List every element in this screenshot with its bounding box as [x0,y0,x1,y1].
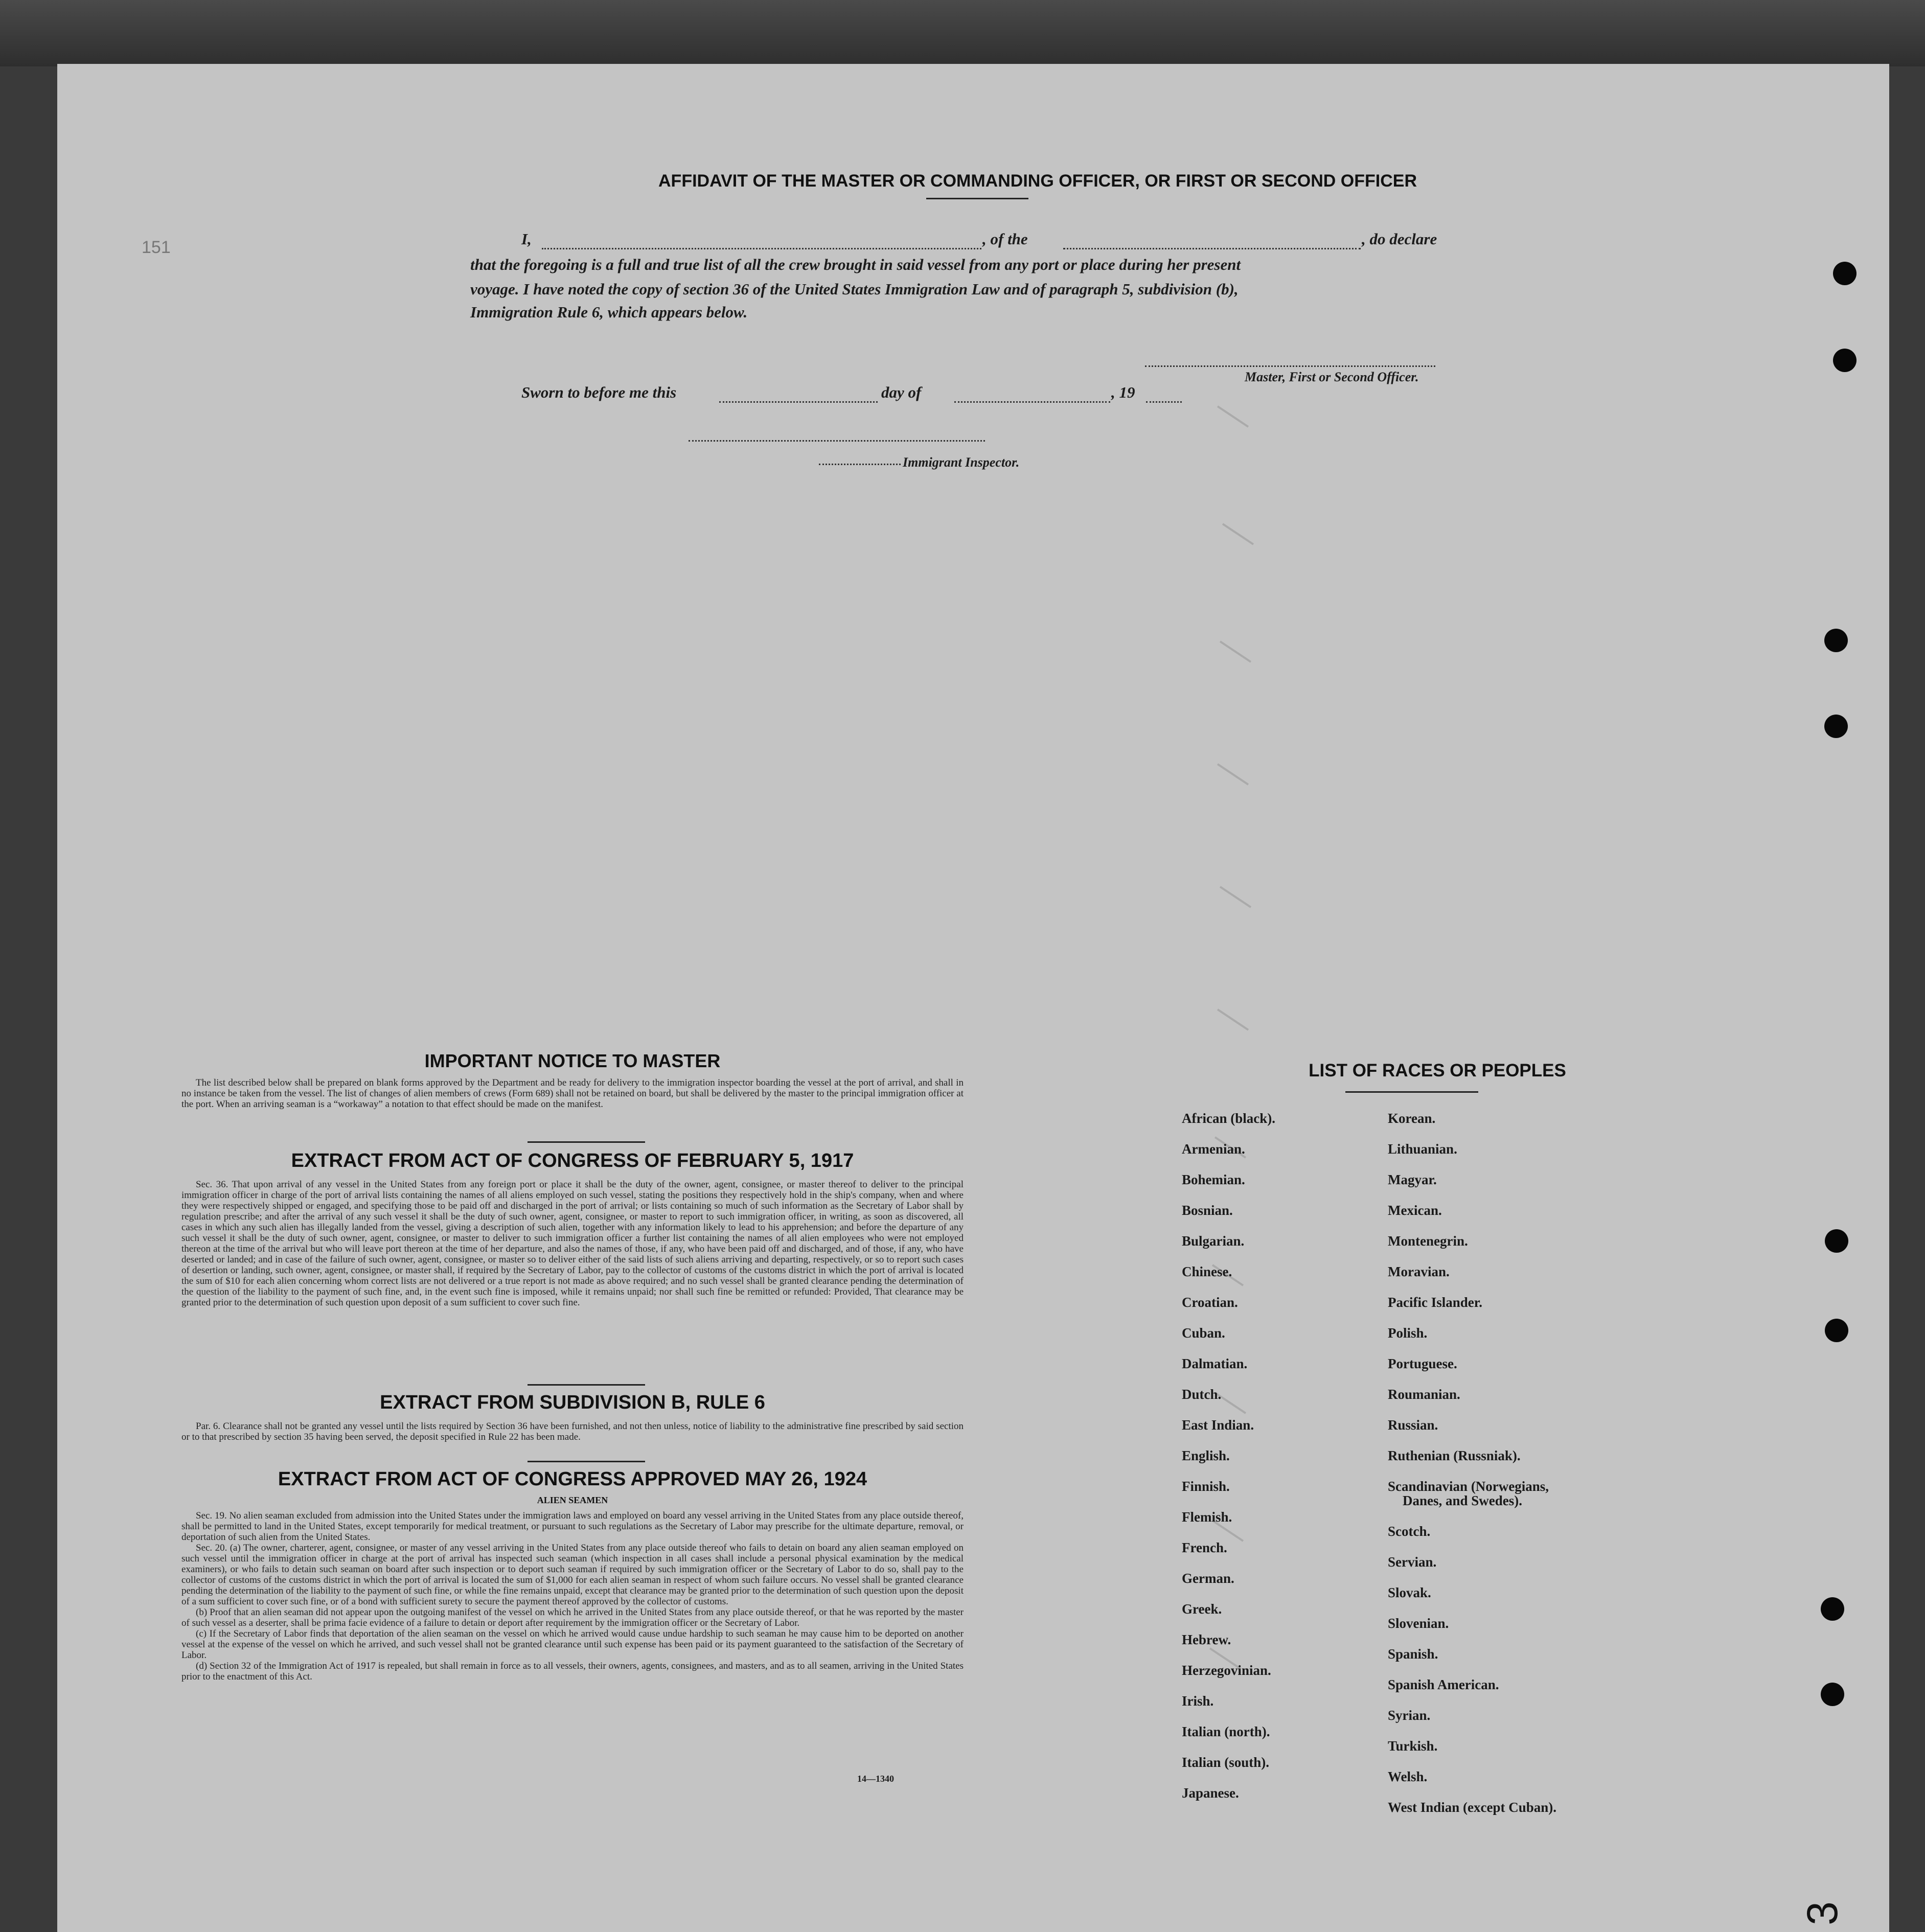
affidavit-line3: voyage. I have noted the copy of section 36 of the United States Immigration Law and of paragraph 5, subdivision (b), [470,280,1239,298]
race-item: English. [1182,1448,1230,1463]
year-label: , 19 [1111,383,1135,401]
race-item: Cuban. [1182,1325,1225,1341]
punch-hole [1824,715,1848,738]
margin-number: 151 [142,238,171,257]
notice-title: IMPORTANT NOTICE TO MASTER [424,1050,721,1071]
notice-text [181,1077,964,1110]
affidavit-of-the: , of the [982,230,1028,248]
sec20c-paragraph: (c) If the Secretary of Labor finds that deportation of the alien seaman on the vessel on which he arrived would cause undue hardship to such seaman he may cause him to be deported on another vessel at the expense of the vessel on which he arrived, and such vessel shall not be granted clearance until such expense has been paid or its payment guaranteed to the satisfaction of the Secretary of Labor. [181,1628,964,1661]
race-item: Finnish. [1182,1479,1230,1494]
rule6-text [181,1421,964,1442]
race-item: Spanish American. [1388,1677,1499,1692]
race-item: Dutch. [1182,1387,1222,1402]
race-item: Spanish. [1388,1646,1438,1662]
race-item: Scotch. [1388,1524,1431,1539]
races-title: LIST OF RACES OR PEOPLES [1309,1061,1566,1080]
punch-hole [1821,1683,1844,1706]
race-item: Hebrew. [1182,1632,1231,1647]
race-item: Chinese. [1182,1264,1232,1279]
inspector-signature-field[interactable] [689,440,985,442]
race-item: Mexican. [1388,1203,1442,1218]
punch-hole [1824,629,1848,652]
race-item: Servian. [1388,1554,1437,1570]
sec20b-paragraph: (b) Proof that an alien seaman did not appear upon the outgoing manifest of the vessel on which he arrived in the United States from any place outside thereof, or that he was reported by the master of such vessel as a deserter, shall be prima facie evidence of a failure to detain or deport after requirement by the immigration officer or the Secretary of Labor. [181,1607,964,1628]
race-item: Montenegrin. [1388,1233,1468,1249]
affidavit-title: AFFIDAVIT OF THE MASTER OR COMMANDING OFFICER, OR FIRST OR SECOND OFFICER [658,171,1417,191]
race-item: Russian. [1388,1417,1438,1433]
race-item: Turkish. [1388,1738,1438,1754]
race-item: Magyar. [1388,1172,1437,1187]
sworn-month-field[interactable] [954,401,1110,403]
rule6-paragraph: Par. 6. Clearance shall not be granted any vessel until the lists required by Section 36 have been furnished, and not then unless, notice of liability to the administrative fine prescribed by said section or to that prescribed by section 35 having been served, the deposit specified in Rule 22 has been made. [181,1421,964,1442]
race-item: Korean. [1388,1111,1436,1126]
affidavit-line2: that the foregoing is a full and true list of all the crew brought in said vessel from any port or place during her present [470,256,1241,273]
separator [528,1384,645,1386]
race-item: Flemish. [1182,1509,1232,1525]
sworn-day-field[interactable] [719,401,878,403]
inspector-prefix-dots [819,464,901,465]
race-item: Moravian. [1388,1264,1450,1279]
race-item: Japanese. [1182,1785,1239,1801]
affidavit-declare: , do declare [1362,230,1437,248]
extract-1917-text [181,1179,964,1308]
vessel-field[interactable] [1063,248,1361,249]
race-item: Croatian. [1182,1295,1238,1310]
race-item: Slovenian. [1388,1616,1449,1631]
race-item: Slovak. [1388,1585,1431,1600]
alien-seamen-subtitle: ALIEN SEAMEN [537,1495,608,1505]
race-item: Welsh. [1388,1769,1428,1784]
day-of-label: day of [881,383,922,401]
sec19-paragraph: Sec. 19. No alien seaman excluded from admission into the United States under the immigration laws and employed on board any vessel arriving in the United States from any place outside thereof, shall be permitted to land in the United States, except temporarily for medical treatment, or pursuant to such regulations as the Secretary of Labor may prescribe for the ultimate departure, removal, or deportation of such alien from the United States. [181,1510,964,1543]
name-field[interactable] [542,248,981,249]
extract-1924-text [181,1510,964,1682]
race-item: East Indian. [1182,1417,1254,1433]
race-item: Lithuanian. [1388,1141,1457,1157]
extract-1917-title: EXTRACT FROM ACT OF CONGRESS OF FEBRUARY 5, 1917 [291,1150,854,1171]
notice-paragraph: The list described below shall be prepared on blank forms approved by the Department and be ready for delivery to the immigration inspector boarding the vessel at the port of arrival, and shall in no instance be taken from the vessel. The list of changes of alien members of crews (Form 689) shall not be retained on board, but shall be delivered by the master to the principal immigration officer at the port. When an arriving seaman is a “workaway” a notation to that effect should be made on the manifest. [181,1077,964,1110]
race-item: Scandinavian (Norwegians, [1388,1479,1549,1494]
race-item: Italian (south). [1182,1755,1270,1770]
master-label: Master, First or Second Officer. [1245,370,1419,384]
race-item: Bosnian. [1182,1203,1233,1218]
race-item: French. [1182,1540,1227,1555]
punch-hole [1825,1319,1848,1342]
bleed-through-marks [1207,396,1310,1878]
race-item: Dalmatian. [1182,1356,1248,1371]
punch-hole [1833,262,1857,285]
year-field[interactable] [1146,401,1182,403]
extract-1924-title: EXTRACT FROM ACT OF CONGRESS APPROVED MAY 26, 1924 [278,1468,867,1490]
sec20d-paragraph: (d) Section 32 of the Immigration Act of 1917 is repealed, but shall remain in force as to all vessels, their owners, agents, consignees, and masters, and as to all seamen, arriving in the United States prior to the enactment of this Act. [181,1661,964,1682]
race-item: Herzegovinian. [1182,1663,1271,1678]
document-page [57,64,1889,1932]
affidavit-line4: Immigration Rule 6, which appears below. [470,303,748,321]
race-item: Portuguese. [1388,1356,1457,1371]
separator [528,1461,645,1462]
title-underline [926,198,1028,199]
race-item: Syrian. [1388,1708,1431,1723]
race-item: German. [1182,1571,1234,1586]
race-item: Polish. [1388,1325,1428,1341]
race-item: West Indian (except Cuban). [1388,1800,1557,1815]
extract-1917-paragraph: Sec. 36. That upon arrival of any vessel in the United States from any foreign port or place it shall be the duty of the owner, agent, consignee, or master thereof to deliver to the principal immigration officer in charge of the port of arrival lists containing the names of all aliens employed on such vessel, stating the positions they respectively hold in the ship's company, when and where they were respectively shipped or engaged, and specifying those to be paid off and discharged in the port of arrival; or lists containing so much of such information as the Secretary of Labor shall by regulation prescribe; and after the arrival of any such vessel it shall be the duty of such owner, agent, consignee, or master to report to such immigration officer, in writing, as soon as discovered, all cases in which any such alien has illegally landed from the vessel, giving a description of such alien, together with any information likely to lead to his apprehension; and before the departure of any such vessel it shall be the duty of such owner, agent, consignee, or master to deliver to such immigration officer a further list containing the names of all alien employees who were not employed thereon at the time of the arrival but who will leave port thereon at the time of her departure, and also the names of those, if any, who have been paid off and discharged, and of those, if any, who have deserted or landed; and in case of the failure of such owner, agent, consignee, or master so to deliver either of the said lists of such aliens arriving and departing, respectively, or so to report such cases of desertion or landing, such owner, agent, consignee, or master shall, if required by the Secretary of Labor, pay to the collector of customs of the customs district in which the port of arrival is located the sum of $10 for each alien concerning whom correct lists are not delivered or a true report is not made as above required; and no such vessel shall be granted clearance pending the determination of the question of the liability to the payment of such fine, and, in the event such fine is imposed, while it remains unpaid; nor shall such fine be remitted or refunded: Provided, That clearance may be granted prior to the determination of such question upon deposit of a sum sufficient to cover such fine. [181,1179,964,1308]
form-number: 14—1340 [857,1774,894,1784]
sec20a-paragraph: Sec. 20. (a) The owner, charterer, agent, consignee, or master of any vessel arriving in the United States from any place outside thereof who fails to detain on board any alien seaman employed on such vessel until the immigration officer in charge at the port of arrival has inspected such seaman (which inspection in all cases shall include a personal physical examination by the medical examiners), or who fails to detain such seaman on board after such inspection or to deport such seaman if required by such immigration officer or the Secretary of Labor to do so, shall pay to the collector of customs of the customs district in which the port of arrival is located the sum of $1,000 for each alien seaman in respect of whom such failure occurs. No vessel shall be granted clearance pending the determination of the liability to the payment of such fine, or while the fine remains unpaid, except that clearance may be granted prior to the determination of such question upon the deposit of a sum sufficient to cover such fine, or of a bond with sufficient surety to secure the payment thereof approved by the collector of customs. [181,1543,964,1607]
rule6-title: EXTRACT FROM SUBDIVISION B, RULE 6 [380,1392,765,1413]
race-item: African (black). [1182,1111,1275,1126]
sworn-label: Sworn to before me this [521,383,677,401]
race-item: Bulgarian. [1182,1233,1245,1249]
punch-hole [1825,1229,1848,1253]
corner-mark: 3 [1798,1901,1846,1925]
affidavit-i: I, [521,230,532,248]
master-signature-field[interactable] [1145,365,1435,367]
scan-border [0,0,1925,66]
race-item: Italian (north). [1182,1724,1270,1739]
race-item: Irish. [1182,1693,1214,1709]
race-item: Pacific Islander. [1388,1295,1482,1310]
punch-hole [1821,1597,1844,1621]
race-item: Bohemian. [1182,1172,1245,1187]
race-item: Danes, and Swedes). [1403,1493,1523,1508]
race-item: Ruthenian (Russniak). [1388,1448,1521,1463]
races-title-underline [1345,1091,1478,1093]
inspector-label: Immigrant Inspector. [903,455,1020,470]
separator [528,1141,645,1143]
race-item: Armenian. [1182,1141,1245,1157]
race-item: Roumanian. [1388,1387,1460,1402]
punch-hole [1833,349,1857,372]
race-item: Greek. [1182,1601,1222,1617]
